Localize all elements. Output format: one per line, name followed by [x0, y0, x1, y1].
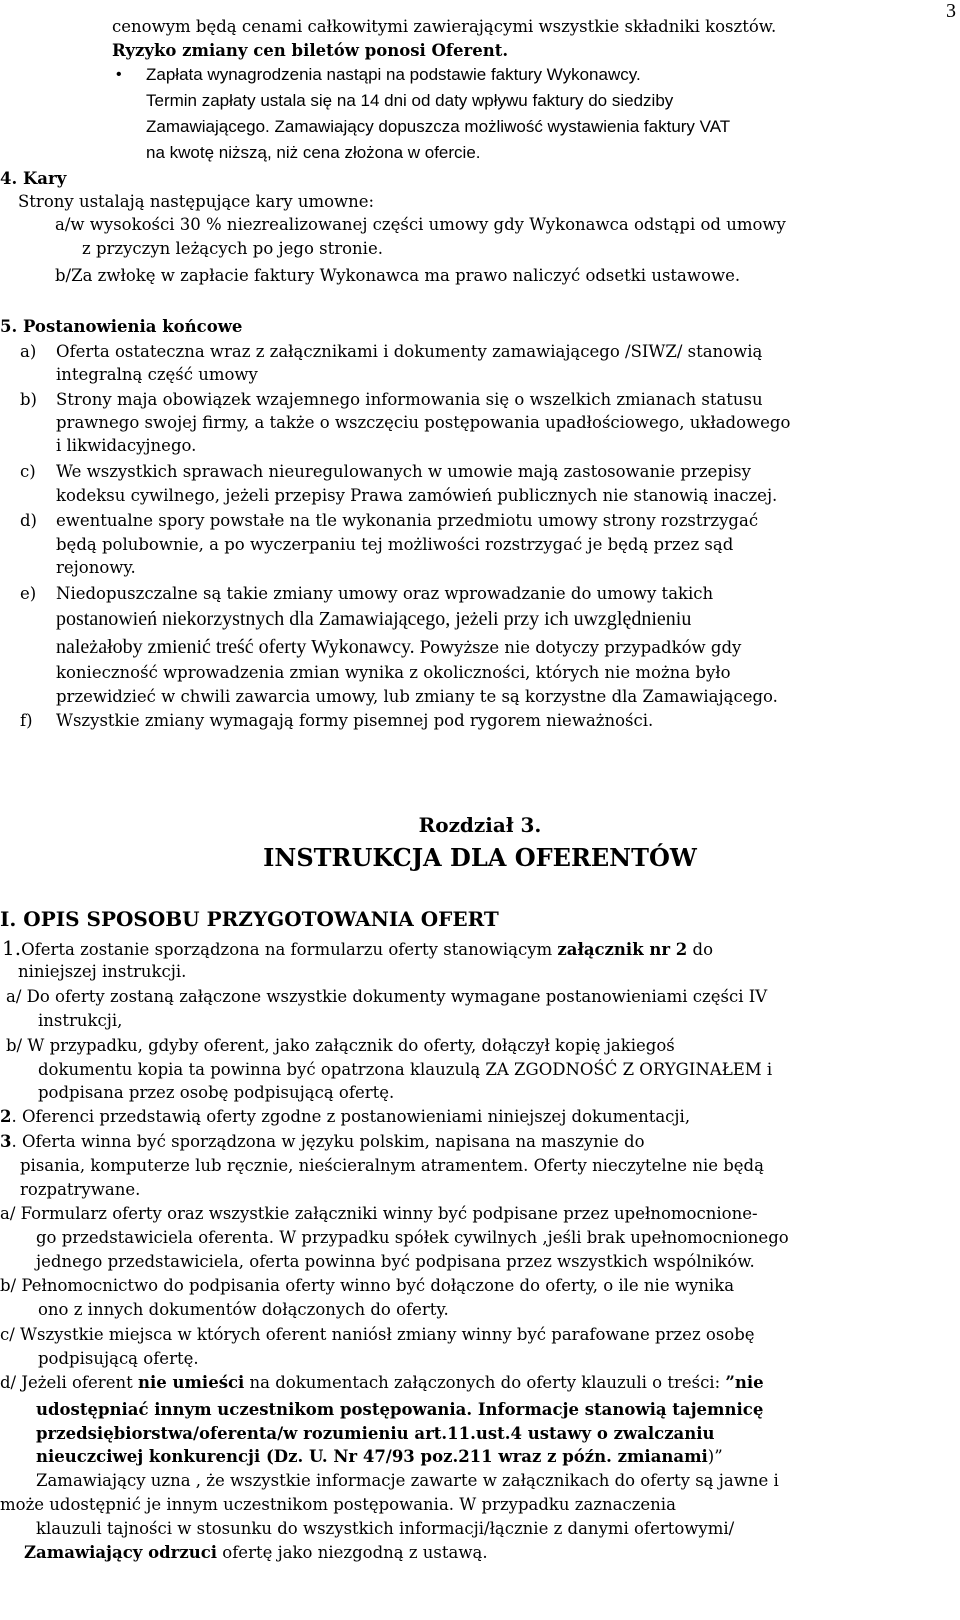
paragraph-number: 2 [0, 1107, 12, 1126]
chapter-title: Rozdział 3. [418, 813, 542, 837]
list-item-line: Powyższe nie dotyczy przypadków gdy [419, 638, 742, 657]
section-heading-opis: I. OPIS SPOSOBU PRZYGOTOWANIA OFERT [0, 907, 499, 931]
list-marker: a) [20, 342, 37, 361]
paragraph-line [24, 1542, 488, 1564]
paragraph-text: ofertę jako niezgodną z ustawą. [217, 1543, 488, 1562]
paragraph-text: do [687, 940, 714, 959]
text-line: na kwotę niższą, niż cena złożona w ofercie. [146, 143, 481, 162]
list-marker: f) [20, 711, 33, 730]
list-item-line: postanowień niekorzystnych dla Zamawiającego, jeżeli przy ich uwzględnieniu [56, 608, 692, 630]
paragraph-text: . Oferenci przedstawią oferty zgodne z postanowieniami niniejszej dokumentacji, [11, 1107, 691, 1126]
paragraph-line: ono z innych dokumentów dołączonych do oferty. [38, 1300, 449, 1319]
paragraph-line: a/ Formularz oferty oraz wszystkie załączniki winny być podpisane przez upełnomocnione- [0, 1204, 758, 1223]
text-line: Strony ustalają następujące kary umowne: [18, 192, 375, 211]
paragraph-bold: ”nie [725, 1373, 764, 1392]
paragraph-text: )” [707, 1447, 723, 1466]
list-item-line: prawnego swojej firmy, a także o wszczęciu postępowania upadłościowego, układowego [56, 413, 791, 432]
confidentiality-clause: udostępniać innym uczestnikom postępowania. Informacje stanowią tajemnicę [36, 1400, 764, 1419]
list-marker: c) [20, 462, 36, 481]
list-item-line: rejonowy. [56, 558, 136, 577]
paragraph-line: instrukcji, [38, 1011, 123, 1030]
list-item-line: będą polubownie, a po wyczerpaniu tej możliwości rozstrzygać je będą przez sąd [56, 535, 734, 554]
paragraph-text: Oferta zostanie sporządzona na formularzu oferty stanowiącym [21, 940, 558, 959]
paragraph-line: rozpatrywane. [20, 1180, 141, 1199]
risk-statement: Ryzyko zmiany cen biletów ponosi Oferent. [112, 41, 509, 60]
paragraph-line: Zamawiający uzna , że wszystkie informacje zawarte w załącznikach do oferty są jawne i [36, 1471, 779, 1490]
list-item-line: ewentualne spory powstałe na tle wykonania przedmiotu umowy strony rozstrzygać [56, 511, 759, 530]
paragraph-number: 3 [0, 1132, 12, 1151]
paragraph-bold: nie umieści [137, 1373, 245, 1392]
text-line: Zamawiającego. Zamawiający dopuszcza możliwość wystawienia faktury VAT [146, 117, 731, 136]
paragraph-bold: Zamawiający odrzuci [24, 1543, 218, 1562]
paragraph-line: może udostępnić je innym uczestnikom postępowania. W przypadku zaznaczenia [0, 1495, 676, 1514]
paragraph-line: dokumentu kopia ta powinna być opatrzona klauzulą ZA ZGODNOŚĆ Z ORYGINAŁEM i [38, 1060, 773, 1079]
section-heading-postanowienia: 5. Postanowienia końcowe [0, 317, 243, 336]
page-number: 3 [946, 0, 956, 22]
list-item-line: należałoby zmienić treść oferty Wykonawcy. [56, 636, 415, 658]
text-line: z przyczyn leżących po jego stronie. [82, 239, 383, 258]
text-line: a/w wysokości 30 % niezrealizowanej części umowy gdy Wykonawca odstąpi od umowy [55, 215, 786, 234]
list-item-line: Oferta ostateczna wraz z załącznikami i dokumenty zamawiającego /SIWZ/ stanowią [56, 342, 763, 361]
paragraph-line [0, 1372, 764, 1394]
text-line: b/Za zwłokę w zapłacie faktury Wykonawca ma prawo naliczyć odsetki ustawowe. [55, 266, 741, 285]
paragraph-number: 1. [2, 936, 22, 960]
confidentiality-clause [36, 1446, 723, 1468]
chapter-subtitle: INSTRUKCJA DLA OFERENTÓW [263, 843, 697, 872]
paragraph-text: . Oferta winna być sporządzona w języku polskim, napisana na maszynie do [11, 1132, 645, 1151]
paragraph-line: klauzuli tajności w stosunku do wszystkich informacji/łącznie z danymi ofertowymi/ [36, 1519, 735, 1538]
paragraph-line [0, 1131, 645, 1153]
list-item-line: kodeksu cywilnego, jeżeli przepisy Prawa zamówień publicznych nie stanowią inaczej. [56, 486, 778, 505]
paragraph-text: na dokumentach załączonych do oferty klauzuli o treści: [244, 1373, 726, 1392]
paragraph-line: b/ W przypadku, gdyby oferent, jako załącznik do oferty, dołączył kopię jakiegoś [6, 1036, 675, 1055]
text-line: cenowym będą cenami całkowitymi zawierającymi wszystkie składniki kosztów. [112, 17, 777, 36]
paragraph-line: podpisana przez osobę podpisującą ofertę. [38, 1083, 395, 1102]
paragraph-line: b/ Pełnomocnictwo do podpisania oferty winno być dołączone do oferty, o ile nie wynika [0, 1276, 735, 1295]
list-marker: b) [20, 390, 37, 409]
bullet-icon: • [116, 66, 122, 83]
list-item-line: Niedopuszczalne są takie zmiany umowy oraz wprowadzanie do umowy takich [56, 584, 714, 603]
list-item-line: konieczność wprowadzenia zmian wynika z okoliczności, których nie można było [56, 663, 731, 682]
paragraph-line: niniejszej instrukcji. [18, 962, 187, 981]
paragraph-line: pisania, komputerze lub ręcznie, nieścieralnym atramentem. Oferty nieczytelne nie będą [20, 1156, 764, 1175]
list-item-line-mixed [56, 636, 741, 659]
paragraph-line [2, 937, 713, 961]
paragraph-line: podpisującą ofertę. [38, 1349, 199, 1368]
list-marker: d) [20, 511, 37, 530]
list-item-line: Strony maja obowiązek wzajemnego informowania się o wszelkich zmianach statusu [56, 390, 763, 409]
paragraph-text: d/ Jeżeli oferent [0, 1373, 138, 1392]
list-item-line: integralną część umowy [56, 365, 258, 384]
paragraph-line [0, 1106, 690, 1128]
text-line: Zapłata wynagrodzenia nastąpi na podstawie faktury Wykonawcy. [146, 65, 641, 84]
list-item-line: przewidzieć w chwili zawarcia umowy, lub zmiany te są korzystne dla Zamawiającego. [56, 687, 778, 706]
paragraph-line: jednego przedstawiciela, oferta powinna być podpisana przez wszystkich wspólników. [36, 1252, 755, 1271]
list-item-line: Wszystkie zmiany wymagają formy pisemnej pod rygorem nieważności. [56, 711, 654, 730]
list-item-line: We wszystkich sprawach nieuregulowanych w umowie mają zastosowanie przepisy [56, 462, 751, 481]
paragraph-line: go przedstawiciela oferenta. W przypadku spółek cywilnych ,jeśli brak upełnomocnionego [36, 1228, 789, 1247]
text-line: Termin zapłaty ustala się na 14 dni od daty wpływu faktury do siedziby [146, 91, 674, 110]
paragraph-bold: załącznik nr 2 [557, 940, 688, 959]
paragraph-line: a/ Do oferty zostaną załączone wszystkie dokumenty wymagane postanowieniami części IV [6, 987, 768, 1006]
section-heading-kary: 4. Kary [0, 169, 67, 188]
confidentiality-clause: przedsiębiorstwa/oferenta/w rozumieniu art.11.ust.4 ustawy o zwalczaniu [36, 1424, 715, 1443]
list-item-line: i likwidacyjnego. [56, 436, 197, 455]
paragraph-bold: nieuczciwej konkurencji (Dz. U. Nr 47/93 poz.211 wraz z późn. zmianami [36, 1447, 708, 1466]
list-marker: e) [20, 584, 37, 603]
paragraph-line: c/ Wszystkie miejsca w których oferent naniósł zmiany winny być parafowane przez osobę [0, 1325, 755, 1344]
